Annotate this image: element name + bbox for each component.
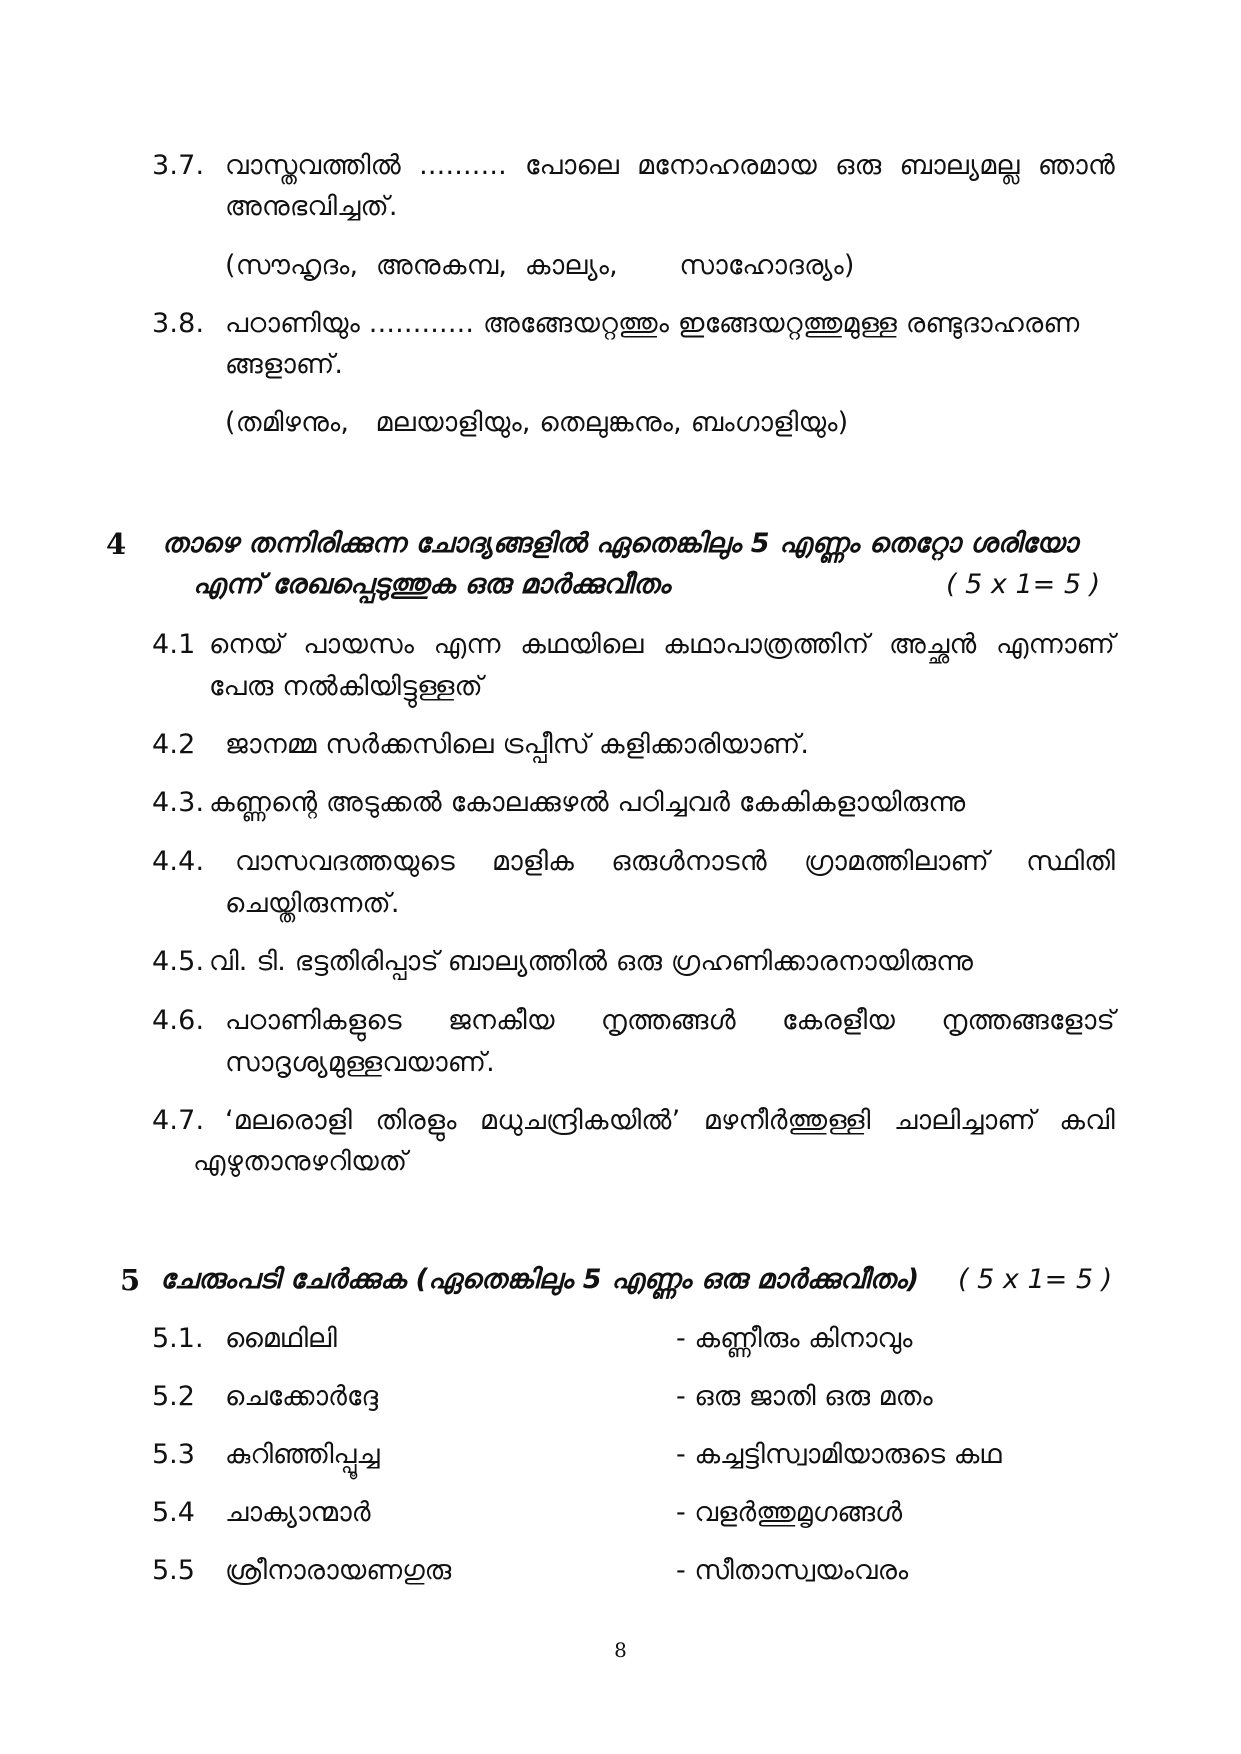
q5-4-right: - വളർത്തുമൃഗങ്ങൾ [676,1497,903,1528]
word: നൃത്തങ്ങൾ [600,1005,736,1036]
q4-1-number: 4.1 [152,629,196,660]
q4-5-number: 4.5. [152,946,205,977]
q5-1-number: 5.1. [152,1323,204,1354]
q5-4-number: 5.4 [152,1497,195,1528]
word: ചാലിച്ചാണ് [894,1105,1036,1136]
word: ‘മലരൊളി [225,1105,353,1136]
q4-6-number: 4.6. [152,1005,205,1036]
word: .......... [419,150,507,181]
q4-3-number: 4.3. [152,787,205,818]
page-number: 8 [614,1638,627,1662]
q3-7-line2: അനുഭവിച്ചത്. [225,191,398,222]
q5-1-left: മൈഥിലി [225,1323,337,1354]
q3-8-number: 3.8. [152,308,205,339]
word: പായസം [303,629,415,660]
q5-5-left: ശ്രീനാരായണഗുരു [225,1555,452,1586]
q5-5-number: 5.5 [152,1555,195,1586]
q5-3-number: 5.3 [152,1439,195,1470]
word: ജനകീയ [447,1005,555,1036]
section-5-marks: ( 5 x 1= 5 ) [958,1264,1113,1295]
word: സ്ഥിതി [1026,846,1115,877]
word: നെയ് [209,629,284,660]
q3-7-line1 [225,147,1115,185]
word: വാസ്തവത്തിൽ [225,150,401,181]
q4-5-text: വി. ടി. ഭട്ടതിരിപ്പാട് ബാല്യത്തിൽ ഒരു ഗ്രഹണിക്കാരനായിരുന്നു [209,946,974,977]
q4-3-text: കണ്ണന്റെ അടുക്കൽ കോലക്കുഴൽ പഠിച്ചവർ കേകികളായിരുന്നു [209,787,966,818]
q4-1-line2: പേരു നൽകിയിട്ടുള്ളത് [209,671,483,702]
q4-6-line2: സാദൃശ്യമുള്ളവയാണ്. [225,1047,495,1078]
word: ഒരുൾനാടൻ [611,846,767,877]
word: പോലെ [525,150,620,181]
word: ഗ്രാമത്തിലാണ് [803,846,989,877]
q4-6-line1 [225,1002,1115,1040]
q3-8-line1: പഠാണിയും ............ അങ്ങേയറ്റത്തും ഇങ്ങേയറ്റത്തുമുള്ള രണ്ടുദാഹരണ [225,308,1080,339]
q4-4-line2: ചെയ്തിരുന്നത്. [225,888,400,919]
word: കഥയിലെ [520,629,644,660]
word: അച്ഛൻ [888,629,977,660]
q3-8-options: (തമിഴനും, മലയാളിയും, തെലുങ്കനും, ബംഗാളിയും) [225,407,849,438]
q4-1-line1 [209,626,1115,664]
q5-5-right: - സീതാസ്വയംവരം [676,1555,909,1586]
section-4-marks: ( 5 x 1= 5 ) [946,569,1101,600]
word: കേരളീയ [782,1005,896,1036]
section-4-heading-line1: താഴെ തന്നിരിക്കുന്ന ചോദ്യങ്ങളിൽ ഏതെങ്കിലും 5 എണ്ണം തെറ്റോ ശരിയോ [162,528,1078,559]
word: ഒരു [835,150,882,181]
word: കഥാപാത്രത്തിന് [663,629,870,660]
q5-1-right: - കണ്ണീരും കിനാവും [676,1323,913,1354]
word: എന്നാണ് [995,629,1115,660]
q5-2-left: ചെക്കോർദ്ദേ [225,1381,379,1412]
q3-7-options: (സൗഹൃദം, അനുകമ്പ, കാല്യം, സാഹോദര്യം) [225,250,855,281]
q5-4-left: ചാക്യാന്മാർ [225,1497,371,1528]
q5-3-right: - കച്ചട്ടിസ്വാമിയാരുടെ കഥ [676,1439,1002,1470]
section-5-number: 5 [120,1263,141,1297]
section-4-heading-line2: എന്ന് രേഖപ്പെടുത്തുക ഒരു മാർക്കുവീതം [193,569,671,600]
word: മഴനീർത്തുള്ളി [703,1105,871,1136]
q4-7-line1 [225,1102,1115,1140]
q4-7-line2: എഴുതാനുഴറിയത് [193,1146,408,1177]
q4-7-number: 4.7. [152,1105,205,1136]
q5-2-right: - ഒരു ജാതി ഒരു മതം [676,1381,933,1412]
q3-7-number: 3.7. [152,150,205,181]
q3-8-line2: ങ്ങളാണ്. [225,349,344,380]
word: നൃത്തങ്ങളോട് [941,1005,1115,1036]
word: പഠാണികളുടെ [225,1005,402,1036]
q4-2-text: ജാനമ്മ സർക്കസിലെ ട്രപ്പീസ് കളിക്കാരിയാണ്. [225,729,810,760]
word: മധുചന്ദ്രികയിൽ’ [480,1105,681,1136]
q5-2-number: 5.2 [152,1381,195,1412]
word: ഞാൻ [1037,150,1115,181]
q5-3-left: കുറിഞ്ഞിപ്പൂച്ച [225,1439,380,1470]
section-5-heading: ചേരുംപടി ചേർക്കുക (ഏതെങ്കിലും 5 എണ്ണം ഒരു മാർക്കുവീതം) [160,1264,920,1295]
q4-2-number: 4.2 [152,729,196,760]
word: തിരളും [375,1105,457,1136]
word: കവി [1059,1105,1115,1136]
word: വാസവദത്തയുടെ [235,846,455,877]
word: മനോഹരമായ [637,150,817,181]
word: എന്ന [433,629,501,660]
section-4-number: 4 [106,527,127,561]
word: ബാല്യമല്ല [899,150,1020,181]
word: മാളിക [492,846,575,877]
q4-4-line1 [235,843,1115,881]
q4-4-number: 4.4. [152,846,205,877]
